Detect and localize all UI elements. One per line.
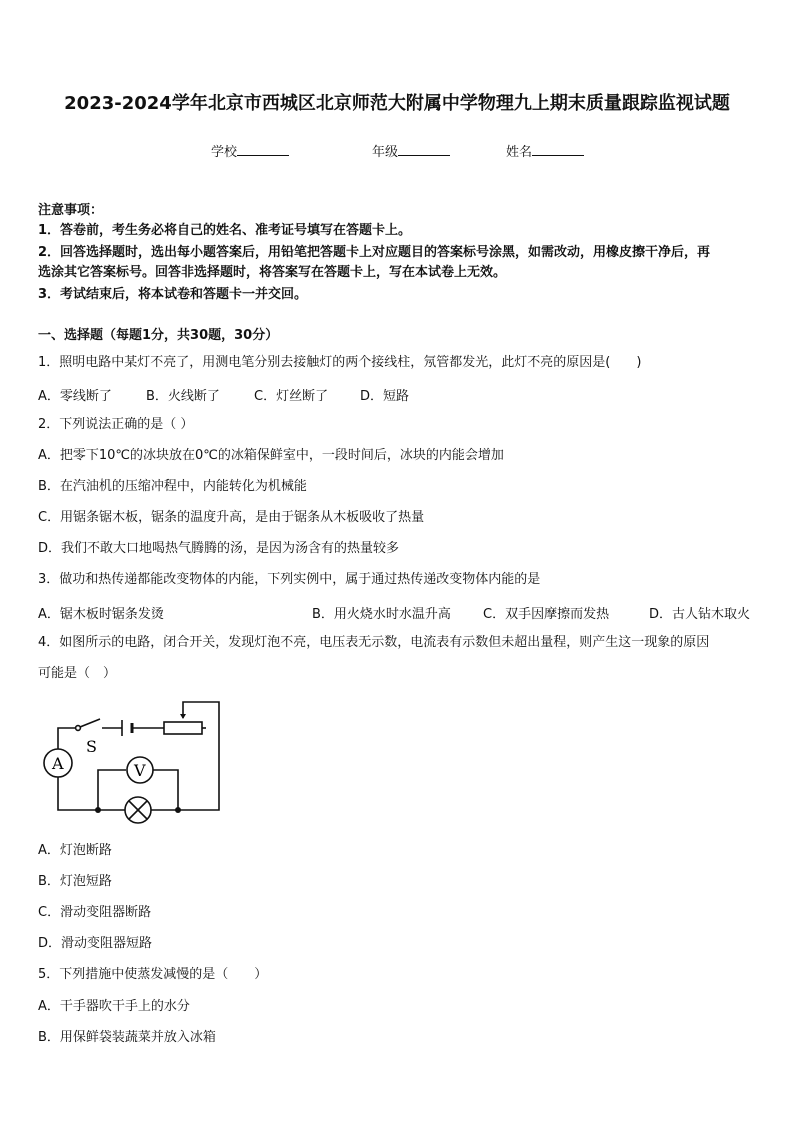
switch-contact-left xyxy=(76,726,81,731)
q2-stem: 2．下列说法正确的是（ ） xyxy=(38,417,194,432)
q4-option-b: B．灯泡短路 xyxy=(38,874,112,889)
section-heading: 一、选择题（每题1分，共30题，30分） xyxy=(38,328,279,343)
grade-field xyxy=(372,141,450,160)
q1-option-b: B．火线断了 xyxy=(146,389,220,404)
rheostat-slider-arrow xyxy=(180,714,186,719)
q4-stem: 4．如图所示的电路，闭合开关，发现灯泡不亮，电压表无示数，电流表有示数但未超出量程，则产生这一现象的原因 xyxy=(38,635,710,650)
junction-right xyxy=(175,807,181,813)
voltmeter-label: V xyxy=(134,761,146,780)
q3-option-c: C．双手因摩擦而发热 xyxy=(483,607,610,622)
q4-circuit-diagram xyxy=(36,698,226,828)
notice-item-3: 3．考试结束后，将本试卷和答题卡一并交回。 xyxy=(38,287,308,302)
q1-option-c: C．灯丝断了 xyxy=(254,389,329,404)
name-blank xyxy=(532,143,584,156)
notice-heading: 注意事项： xyxy=(38,203,104,218)
junction-left xyxy=(95,807,101,813)
notice-item-1: 1．答卷前，考生务必将自己的姓名、准考证号填写在答题卡上。 xyxy=(38,223,412,238)
q4-option-c: C．滑动变阻器断路 xyxy=(38,905,152,920)
q4-stem-cont: 可能是（ ） xyxy=(38,666,117,681)
q3-option-b: B．用火烧水时水温升高 xyxy=(312,607,451,622)
name-field xyxy=(506,141,584,160)
notice-item-2: 2．回答选择题时，选出每小题答案后，用铅笔把答题卡上对应题目的答案标号涂黑，如需改动，用橡皮擦干净后，再 xyxy=(38,245,711,260)
q5-option-b: B．用保鲜袋装蔬菜并放入冰箱 xyxy=(38,1030,216,1045)
rheostat xyxy=(164,722,202,734)
school-label: 学校 xyxy=(211,145,238,160)
exam-title: 2023-2024学年北京市西城区北京师范大附属中学物理九上期末质量跟踪监视试题 xyxy=(64,93,730,114)
wire-voltmeter-left xyxy=(98,770,126,810)
name-label: 姓名 xyxy=(506,145,533,160)
wire-voltmeter-right xyxy=(153,770,178,810)
q3-stem: 3．做功和热传递都能改变物体的内能，下列实例中，属于通过热传递改变物体内能的是 xyxy=(38,572,541,587)
ammeter-label: A xyxy=(52,754,64,773)
grade-blank xyxy=(398,143,450,156)
wire-outer-loop xyxy=(58,702,219,810)
grade-label: 年级 xyxy=(372,145,399,160)
q1-stem: 1．照明电路中某灯不亮了，用测电笔分别去接触灯的两个接线柱，氖管都发光，此灯不亮的原因是( ) xyxy=(38,355,642,370)
q4-option-a: A．灯泡断路 xyxy=(38,843,112,858)
school-field xyxy=(211,141,289,160)
q4-option-d: D．滑动变阻器短路 xyxy=(38,936,153,951)
q1-option-a: A．零线断了 xyxy=(38,389,112,404)
q1-option-d: D．短路 xyxy=(360,389,410,404)
q5-stem: 5．下列措施中使蒸发减慢的是（ ） xyxy=(38,967,268,982)
q2-option-b: B．在汽油机的压缩冲程中，内能转化为机械能 xyxy=(38,479,307,494)
q3-option-a: A．锯木板时锯条发烫 xyxy=(38,607,164,622)
q5-option-a: A．干手器吹干手上的水分 xyxy=(38,999,190,1014)
school-blank xyxy=(237,143,289,156)
q3-option-d: D．古人钻木取火 xyxy=(649,607,751,622)
q2-option-c: C．用锯条锯木板，锯条的温度升高，是由于锯条从木板吸收了热量 xyxy=(38,510,425,525)
notice-item-2-cont: 选涂其它答案标号。回答非选择题时，将答案写在答题卡上，写在本试卷上无效。 xyxy=(38,265,507,280)
q2-option-a: A．把零下10℃的冰块放在0℃的冰箱保鲜室中，一段时间后，冰块的内能会增加 xyxy=(38,448,504,463)
switch-lever xyxy=(80,719,100,727)
q2-option-d: D．我们不敢大口地喝热气腾腾的汤，是因为汤含有的热量较多 xyxy=(38,541,400,556)
wire-top-left xyxy=(58,728,76,744)
switch-label: S xyxy=(86,737,97,756)
